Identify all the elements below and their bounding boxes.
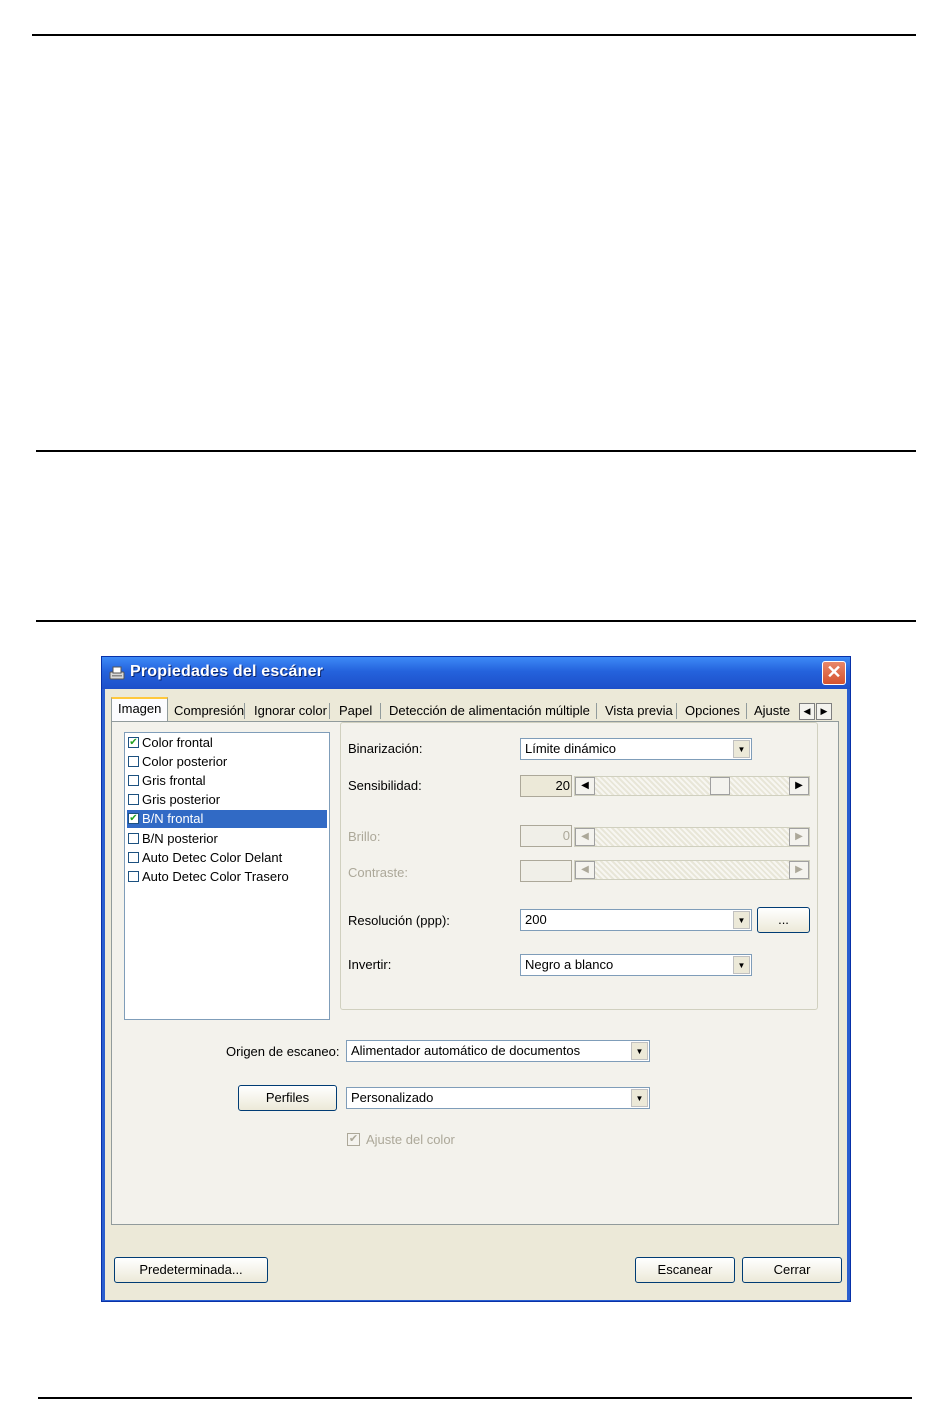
list-item-label: Gris posterior: [142, 792, 221, 807]
tab-label: Ignorar color: [254, 703, 327, 718]
contraste-slider: [574, 860, 810, 880]
invertir-dropdown[interactable]: [520, 954, 752, 976]
tab-vista-previa[interactable]: [602, 701, 676, 721]
page-rule-top: [32, 34, 916, 36]
tab-imagen[interactable]: [111, 697, 168, 721]
sensibilidad-slider[interactable]: [574, 776, 810, 796]
chevron-down-icon[interactable]: ▼: [631, 1042, 648, 1060]
origen-escaneo-label: Origen de escaneo:: [226, 1044, 340, 1059]
checkbox[interactable]: [128, 775, 139, 786]
close-icon: ✕: [826, 662, 842, 682]
chevron-down-icon[interactable]: ▼: [733, 911, 750, 929]
perfiles-value: Personalizado: [351, 1090, 434, 1105]
tab-label: Papel: [339, 703, 373, 718]
tab-label: Ajuste: [754, 703, 791, 718]
resolucion-label: Resolución (ppp):: [348, 913, 450, 928]
tab-label: Detección de alimentación múltiple: [389, 703, 590, 718]
scanner-icon: [108, 664, 126, 682]
image-settings-group: [340, 722, 818, 1010]
window-title: Propiedades del escáner: [130, 663, 324, 680]
tab-panel-imagen: [111, 721, 839, 1225]
list-item-label: B/N posterior: [142, 831, 218, 846]
tab-label: Vista previa: [605, 703, 673, 718]
brillo-label: Brillo:: [348, 829, 381, 844]
arrow-right-icon: ▶: [789, 828, 809, 846]
tab-separator: [596, 703, 597, 719]
checkbox[interactable]: [128, 833, 139, 844]
tab-opciones[interactable]: [682, 701, 743, 721]
tab-ajuste[interactable]: [751, 701, 793, 721]
chevron-down-icon[interactable]: ▼: [631, 1089, 648, 1107]
brillo-value-box: 0: [520, 825, 572, 847]
brillo-slider: [574, 827, 810, 847]
origen-escaneo-value: Alimentador automático de documentos: [351, 1043, 581, 1058]
chevron-down-icon[interactable]: ▼: [733, 740, 750, 758]
perfiles-button[interactable]: Perfiles: [238, 1085, 337, 1111]
list-item[interactable]: [127, 734, 327, 752]
arrow-right-icon: ▶: [789, 861, 809, 879]
tab-papel[interactable]: [336, 701, 375, 721]
tab-separator: [329, 703, 330, 719]
arrow-right-icon: ▶: [820, 706, 828, 716]
tab-separator: [676, 703, 677, 719]
resolucion-value: 200: [525, 912, 547, 927]
tab-scroll-right-button[interactable]: [816, 703, 832, 720]
title-bar[interactable]: [102, 657, 850, 689]
tab-deteccion-alimentacion-multiple[interactable]: [386, 701, 593, 721]
chevron-down-icon[interactable]: ▼: [733, 956, 750, 974]
scanner-properties-window: [101, 656, 851, 1302]
list-item[interactable]: [127, 772, 327, 790]
resolucion-more-button[interactable]: ...: [757, 907, 810, 933]
list-item-selected[interactable]: [127, 810, 327, 828]
checkbox[interactable]: [128, 756, 139, 767]
sensibilidad-value-box[interactable]: 20: [520, 775, 572, 797]
list-item[interactable]: [127, 830, 327, 848]
ajuste-color-checkbox: ✔: [348, 1133, 359, 1145]
escanear-button[interactable]: Escanear: [635, 1257, 735, 1283]
slider-thumb[interactable]: [710, 777, 730, 795]
invertir-value: Negro a blanco: [525, 957, 614, 972]
tab-separator: [746, 703, 747, 719]
binarizacion-value: Límite dinámico: [525, 741, 617, 756]
dialog-client-area: [105, 689, 847, 1300]
list-item-label: B/N frontal: [142, 811, 204, 826]
arrow-left-icon: ◀: [803, 706, 811, 716]
checkbox[interactable]: [128, 871, 139, 882]
list-item-label: Gris frontal: [142, 773, 206, 788]
list-item-label: Color posterior: [142, 754, 228, 769]
tab-separator: [244, 703, 245, 719]
list-item-label: Auto Detec Color Delant: [142, 850, 283, 865]
list-item[interactable]: [127, 791, 327, 809]
contraste-label: Contraste:: [348, 865, 408, 880]
tab-label: Opciones: [685, 703, 740, 718]
tab-separator: [380, 703, 381, 719]
tab-scroll-left-button[interactable]: [799, 703, 815, 720]
cerrar-button[interactable]: Cerrar: [742, 1257, 842, 1283]
tab-label: Compresión: [174, 703, 245, 718]
sensibilidad-label: Sensibilidad:: [348, 778, 422, 793]
binarizacion-label: Binarización:: [348, 741, 423, 756]
arrow-left-icon: ◀: [575, 861, 595, 879]
tab-label: Imagen: [118, 701, 162, 716]
origen-escaneo-dropdown[interactable]: [346, 1040, 650, 1062]
page-rule-bottom: [38, 1397, 912, 1399]
page-rule-middle-2: [36, 620, 916, 622]
page-rule-middle-1: [36, 450, 916, 452]
resolucion-dropdown[interactable]: [520, 909, 752, 931]
invertir-label: Invertir:: [348, 957, 392, 972]
perfiles-dropdown[interactable]: [346, 1087, 650, 1109]
predeterminada-button[interactable]: Predeterminada...: [114, 1257, 268, 1283]
checkbox[interactable]: [128, 852, 139, 863]
contraste-value-box: [520, 860, 572, 882]
checkbox[interactable]: ✔: [129, 737, 138, 748]
image-type-list[interactable]: [124, 732, 330, 1020]
checkbox[interactable]: ✔: [129, 813, 138, 824]
arrow-left-icon[interactable]: ◀: [575, 777, 595, 795]
tab-compresion[interactable]: [171, 701, 247, 721]
list-item[interactable]: [127, 849, 327, 867]
close-window-button[interactable]: [822, 661, 846, 685]
list-item-label: Auto Detec Color Trasero: [142, 869, 289, 884]
arrow-right-icon[interactable]: ▶: [789, 777, 809, 795]
ajuste-color-label: Ajuste del color: [366, 1132, 455, 1147]
list-item[interactable]: [127, 868, 327, 886]
list-item-label: Color frontal: [142, 735, 213, 750]
tab-ignorar-color[interactable]: [251, 701, 330, 721]
checkbox[interactable]: [128, 794, 139, 805]
arrow-left-icon: ◀: [575, 828, 595, 846]
list-item[interactable]: [127, 753, 327, 771]
binarizacion-dropdown[interactable]: [520, 738, 752, 760]
